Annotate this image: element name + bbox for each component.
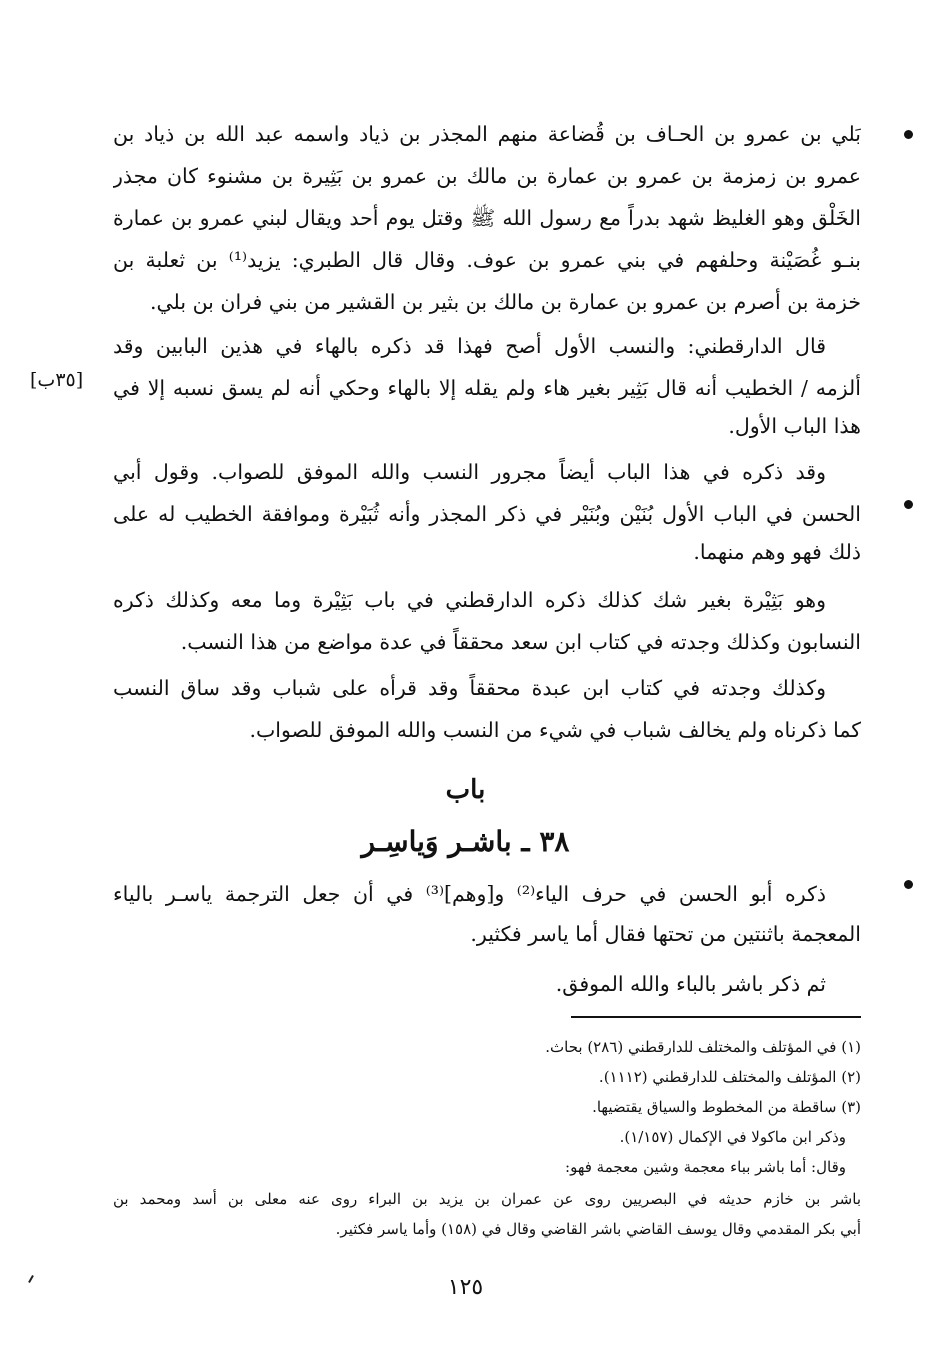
body-line: ذلك فهو وهم منهما.	[693, 540, 861, 564]
body-line: بنـو غُصَيْنة وحلفهم في بني عمرو بن عوف. وقال قال الطبري: يزيد⁽¹⁾ بن ثعلبة بن	[113, 248, 861, 272]
margin-bullet-mark	[904, 880, 913, 889]
body-line: ذكره أبو الحسن في حرف الياء⁽²⁾ و[وهم]⁽³⁾ في أن جعل الترجمة ياسـر بالياء	[113, 882, 826, 906]
body-line: الخَلْق وهو الغليظ شهد بدراً مع رسول الله ﷺ وقتل يوم أحد ويقال لبني عمرو بن عمارة	[113, 206, 861, 230]
body-line: خزمة بن أصرم بن عمرو بن عمارة بن مالك بن بثير بن القشير من بني فران بن بلي.	[149, 290, 861, 314]
body-line: ثم ذكر باشر بالباء والله الموفق.	[555, 972, 826, 996]
body-line: الحسن في الباب الأول بُنَيْن وبُنَيْر في ذكر المجذر وأنه ثُبَيْرة وموافقة الخطيب له على	[113, 502, 861, 526]
body-line: وهو بَثِيْرة بغير شك كذلك ذكره الدارقطني في باب بَثِيْرة وما معه وكذلك ذكره	[113, 588, 826, 612]
section-heading: ٣٨ ـ باشـر وَياسِـر	[361, 825, 570, 858]
footnote-separator	[571, 1016, 861, 1018]
body-line: هذا الباب الأول.	[728, 414, 861, 438]
footnote: باشر بن خازم حديثه في البصريين روى عن عمران بن يزيد بن البراء روى عنه معلى بن أسد ومحمد بن	[113, 1190, 861, 1208]
footnote: (٢) المؤتلف والمختلف للدارقطني (١١١٢).	[598, 1068, 861, 1086]
page-number: ١٢٥	[447, 1275, 484, 1300]
body-line: المعجمة باثنتين من تحتها فقال أما ياسر فكثير.	[470, 922, 861, 946]
footnote: وذكر ابن ماكولا في الإكمال (١/١٥٧).	[619, 1128, 846, 1146]
body-line: بَلي بن عمرو بن الحـاف بن قُضاعة منهم المجذر بن ذياد واسمه عبد الله بن ذياد بن	[113, 122, 861, 146]
footnote: (١) في المؤتلف والمختلف للدارقطني (٢٨٦) بحاث.	[545, 1038, 861, 1056]
footnote: وقال: أما باشر بباء معجمة وشين معجمة فهو:	[565, 1158, 846, 1176]
manuscript-folio-note: [٣٥ب]	[30, 369, 84, 391]
body-line: عمرو بن زمزمة بن عمرو بن عمارة بن مالك بن عمرو بن بَثِيرة بن مشنوء كان مجذر	[113, 164, 861, 188]
body-line: وقد ذكره في هذا الباب أيضاً مجرور النسب والله الموفق للصواب. وقول أبي	[113, 460, 826, 484]
margin-bullet-mark	[904, 130, 913, 139]
body-line: ألزمه / الخطيب أنه قال بَثِير بغير هاء ولم يقله إلا بالهاء وحكي أنه لم يسق نسبه إلا في	[113, 376, 861, 400]
body-line: كما ذكرناه ولم يخالف شباب في شيء من النسب والله الموفق للصواب.	[249, 718, 861, 742]
body-line: قال الدارقطني: والنسب الأول أصح فهذا قد ذكره بالهاء في هذين البابين وقد	[113, 334, 826, 358]
section-label: باب	[445, 775, 486, 805]
body-line: النسابون وكذلك وجدته في كتاب ابن سعد محققاً في عدة مواضع من هذا النسب.	[180, 630, 861, 654]
footnote: أبي بكر المقدمي وقال يوسف القاضي باشر القاضي وقال في (١٥٨) وأما ياسر فكثير.	[335, 1220, 861, 1238]
footnote: (٣) ساقطة من المخطوط والسياق يقتضيها.	[592, 1098, 861, 1116]
body-line: وكذلك وجدته في كتاب ابن عبدة محققاً وقد قرأه على شباب وقد ساق النسب	[113, 676, 826, 700]
margin-bullet-mark	[904, 500, 913, 509]
